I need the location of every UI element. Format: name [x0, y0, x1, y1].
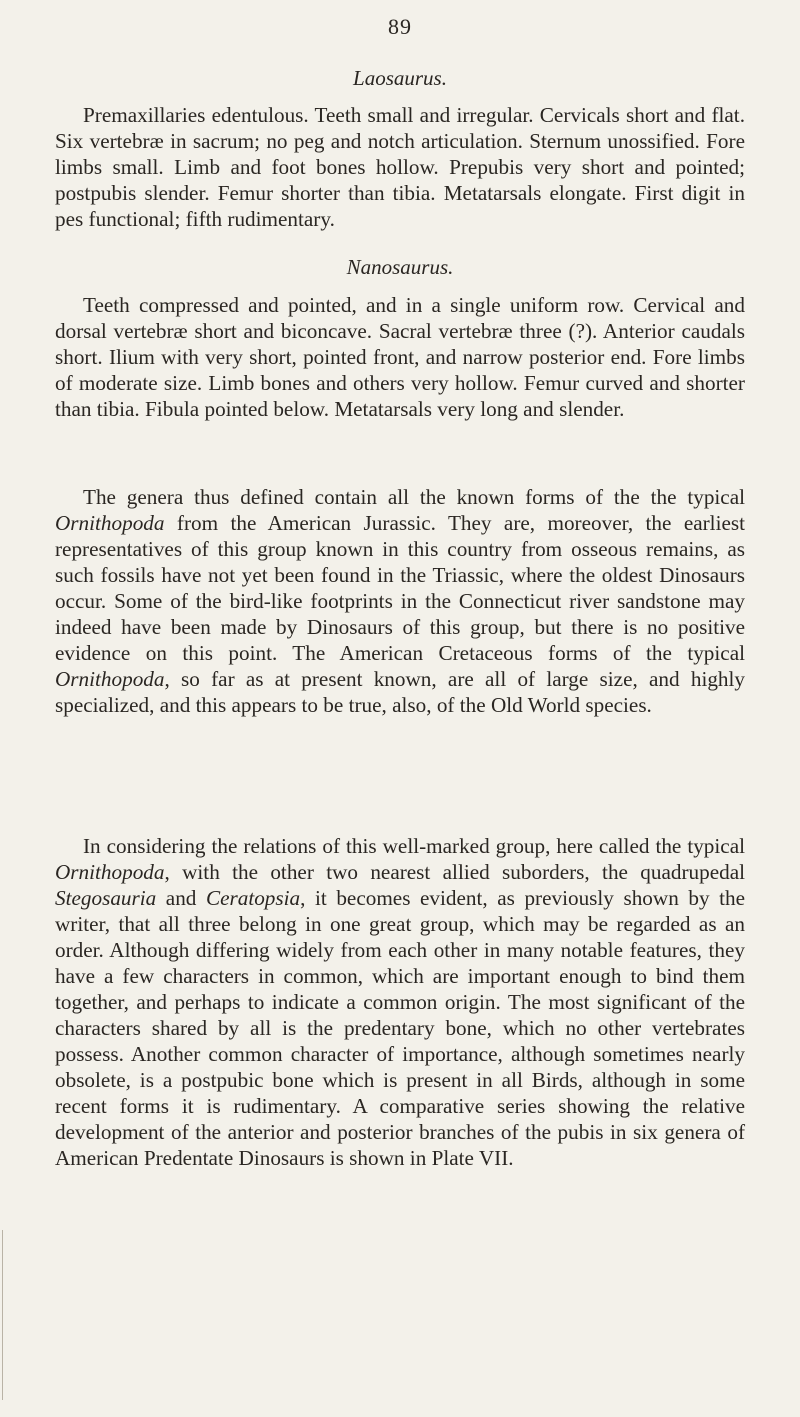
nanosaurus-description	[55, 292, 745, 422]
relations-text-1: In considering the relations of this well-marked group, here called the typical	[83, 834, 745, 858]
genera-italic-2: Ornithopoda	[55, 667, 165, 691]
nanosaurus-paragraph: Teeth compressed and pointed, and in a single uniform row. Cervical and dorsal vertebræ short and biconcave. Sacral vertebræ three (?). Anterior caudals short. Ilium with very short, pointed front, and narrow posterior end. Fore limbs of moderate size. Limb bones and others very hollow. Femur curved and shorter than tibia. Fibula pointed below. Metatarsals very long and slender.	[55, 293, 745, 421]
laosaurus-heading: Laosaurus.	[353, 66, 447, 90]
page-edge-line	[2, 1230, 3, 1400]
relations-section	[55, 833, 745, 1171]
relations-italic-2: Stegosauria	[55, 886, 157, 910]
relations-italic-3: Ceratopsia	[205, 886, 301, 910]
laosaurus-paragraph: Premaxillaries edentulous. Teeth small and irregular. Cervicals short and flat. Six vertebræ in sacrum; no peg and notch articulation. Sternum unossified. Fore limbs small. Limb and foot bones hollow. Prepubis very short and pointed; postpubis slender. Femur shorter than tibia. Metatarsals elongate. First digit in pes functional; fifth rudimentary.	[55, 103, 745, 231]
nanosaurus-heading: Nanosaurus.	[346, 255, 454, 279]
relations-text-2: , with the other two nearest allied suborders, the quadrupedal	[164, 860, 745, 884]
genera-paragraph	[55, 484, 745, 718]
relations-text-3: and	[156, 886, 206, 910]
genera-text-3: , so far as at present known, are all of large size, and highly specialized, and this appears to be true, also, of the Old World species.	[55, 667, 745, 717]
genera-section	[55, 484, 745, 718]
genera-text-1: The genera thus defined contain all the known forms of the the typical	[83, 485, 745, 509]
page-number: 89	[388, 14, 412, 39]
relations-text-4: , it becomes evident, as previously shown by the writer, that all three belong in one great group, which may be regarded as an order. Although differing widely from each other in many notable features, they have a few characters in common, which are important enough to bind them together, and perhaps to indicate a common origin. The most significant of the characters shared by all is the predentary bone, which no other vertebrates possess. Another common character of importance, although sometimes nearly obsolete, is a postpubic bone which is present in all Birds, although in some recent forms it is rudimentary. A comparative series showing the relative development of the anterior and posterior branches of the pubis in six genera of American Predentate Dinosaurs is shown in Plate VII.	[55, 886, 745, 1170]
laosaurus-description	[55, 102, 745, 232]
relations-paragraph	[55, 833, 745, 1171]
relations-italic-1: Ornithopoda	[55, 860, 165, 884]
genera-text-2: from the American Jurassic. They are, moreover, the earliest representatives of this group known in this country from osseous remains, as such fossils have not yet been found in the Triassic, where the oldest Dinosaurs occur. Some of the bird-like footprints in the Connecticut river sandstone may indeed have been made by Dinosaurs of this group, but there is no positive evidence on this point. The American Cretaceous forms of the typical	[55, 511, 745, 665]
genera-italic-1: Ornithopoda	[55, 511, 165, 535]
